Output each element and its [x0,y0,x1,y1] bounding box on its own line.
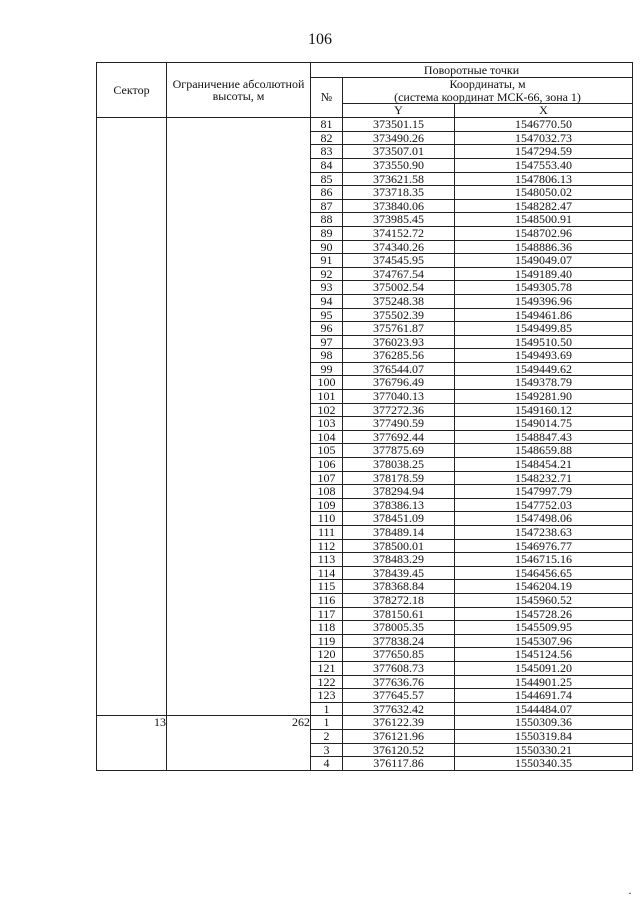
coordinate-y: 376122.39 [343,716,455,730]
scan-mark: · [628,886,632,900]
header-altitude-limit: Ограничение абсолютной высоты, м [167,63,311,118]
point-number: 119 [311,634,343,648]
coordinate-x: 1546715.16 [455,553,633,567]
coordinate-x: 1547752.03 [455,498,633,512]
point-number: 88 [311,213,343,227]
point-number: 103 [311,417,343,431]
point-number: 85 [311,172,343,186]
coordinate-x: 1550340.35 [455,757,633,771]
coordinate-x: 1550309.36 [455,716,633,730]
coordinate-x: 1547498.06 [455,512,633,526]
point-number: 102 [311,403,343,417]
sector-cell: 13 [97,716,167,770]
point-number: 91 [311,254,343,268]
coordinate-y: 376023.93 [343,335,455,349]
coordinate-y: 374152.72 [343,226,455,240]
header-number: № [311,78,343,118]
coordinate-x: 1547032.73 [455,131,633,145]
coordinate-x: 1547997.79 [455,485,633,499]
coordinate-y: 376796.49 [343,376,455,390]
point-number: 97 [311,335,343,349]
point-number: 107 [311,471,343,485]
point-number: 116 [311,593,343,607]
coordinate-y: 376285.56 [343,349,455,363]
coordinate-x: 1549014.75 [455,417,633,431]
coordinate-x: 1547553.40 [455,158,633,172]
coordinate-x: 1550330.21 [455,743,633,757]
point-number: 121 [311,661,343,675]
coordinate-x: 1549378.79 [455,376,633,390]
table-body [97,118,633,771]
coordinate-y: 373840.06 [343,199,455,213]
coordinate-x: 1545509.95 [455,621,633,635]
coordinate-x: 1545307.96 [455,634,633,648]
coordinate-y: 377272.36 [343,403,455,417]
coordinate-x: 1544901.25 [455,675,633,689]
coordinate-y: 377692.44 [343,430,455,444]
coordinate-x: 1549281.90 [455,390,633,404]
page-number: 106 [308,31,332,48]
point-number: 117 [311,607,343,621]
point-number: 2 [311,729,343,743]
coordinate-x: 1545960.52 [455,593,633,607]
point-number: 118 [311,621,343,635]
coordinate-x: 1549189.40 [455,267,633,281]
point-number: 82 [311,131,343,145]
header-turning-points: Поворотные точки [311,63,633,78]
coordinate-x: 1545728.26 [455,607,633,621]
coordinate-x: 1549396.96 [455,294,633,308]
coordinate-y: 377040.13 [343,390,455,404]
table-header [97,63,633,118]
coordinate-x: 1546770.50 [455,118,633,132]
coordinate-y: 373621.58 [343,172,455,186]
coordinate-x: 1544691.74 [455,689,633,703]
point-number: 90 [311,240,343,254]
coordinate-y: 373507.01 [343,145,455,159]
point-number: 101 [311,390,343,404]
point-number: 1 [311,716,343,730]
coordinate-y: 377632.42 [343,702,455,716]
coordinate-x: 1549449.62 [455,362,633,376]
coordinate-x: 1548454.21 [455,458,633,472]
coordinate-y: 375248.38 [343,294,455,308]
coordinates-table [96,62,633,771]
point-number: 89 [311,226,343,240]
coordinate-y: 378500.01 [343,539,455,553]
coordinate-y: 373718.35 [343,186,455,200]
coordinate-y: 378150.61 [343,607,455,621]
coordinate-y: 378368.84 [343,580,455,594]
coordinate-y: 378005.35 [343,621,455,635]
coordinate-y: 376121.96 [343,729,455,743]
sector-cell-continued [97,118,167,716]
coordinate-y: 377645.57 [343,689,455,703]
table-row [97,716,633,730]
coordinate-x: 1548232.71 [455,471,633,485]
point-number: 110 [311,512,343,526]
coordinate-x: 1548659.88 [455,444,633,458]
coordinate-x: 1544484.07 [455,702,633,716]
coordinate-x: 1549510.50 [455,335,633,349]
coordinate-x: 1548886.36 [455,240,633,254]
coordinate-y: 378483.29 [343,553,455,567]
coordinate-x: 1549461.86 [455,308,633,322]
header-coordinates-label: Координаты, м [449,77,526,91]
coordinate-x: 1546204.19 [455,580,633,594]
coordinate-y: 377875.69 [343,444,455,458]
coordinate-y: 376120.52 [343,743,455,757]
coordinate-y: 377608.73 [343,661,455,675]
header-y: Y [343,104,455,118]
point-number: 4 [311,757,343,771]
point-number: 111 [311,526,343,540]
coordinate-x: 1548702.96 [455,226,633,240]
coordinate-y: 373490.26 [343,131,455,145]
coordinate-x: 1548847.43 [455,430,633,444]
coordinate-x: 1547806.13 [455,172,633,186]
point-number: 81 [311,118,343,132]
coordinate-y: 377636.76 [343,675,455,689]
coordinate-x: 1545091.20 [455,661,633,675]
point-number: 3 [311,743,343,757]
coordinate-x: 1549499.85 [455,322,633,336]
coordinate-y: 377650.85 [343,648,455,662]
altitude-limit-cell-continued [167,118,311,716]
point-number: 106 [311,458,343,472]
coordinate-y: 378294.94 [343,485,455,499]
coordinate-y: 377490.59 [343,417,455,431]
coordinate-y: 378272.18 [343,593,455,607]
point-number: 83 [311,145,343,159]
point-number: 93 [311,281,343,295]
header-coordinate-system: (система координат МСК-66, зона 1) [394,89,581,104]
coordinate-x: 1548282.47 [455,199,633,213]
point-number: 120 [311,648,343,662]
coordinate-y: 374767.54 [343,267,455,281]
point-number: 98 [311,349,343,363]
point-number: 109 [311,498,343,512]
point-number: 84 [311,158,343,172]
point-number: 113 [311,553,343,567]
point-number: 92 [311,267,343,281]
coordinate-y: 374340.26 [343,240,455,254]
point-number: 108 [311,485,343,499]
coordinate-x: 1549160.12 [455,403,633,417]
point-number: 100 [311,376,343,390]
coordinate-y: 377838.24 [343,634,455,648]
coordinate-y: 378386.13 [343,498,455,512]
coordinate-x: 1550319.84 [455,729,633,743]
coordinate-y: 378451.09 [343,512,455,526]
table-row [97,118,633,132]
point-number: 115 [311,580,343,594]
point-number: 96 [311,322,343,336]
coordinate-x: 1548500.91 [455,213,633,227]
coordinate-y: 373985.45 [343,213,455,227]
coordinate-x: 1548050.02 [455,186,633,200]
point-number: 105 [311,444,343,458]
header-x: X [455,104,633,118]
header-sector: Сектор [97,63,167,118]
coordinate-y: 373501.15 [343,118,455,132]
coordinate-y: 378178.59 [343,471,455,485]
coordinate-x: 1547294.59 [455,145,633,159]
coordinate-y: 376117.86 [343,757,455,771]
coordinate-y: 375502.39 [343,308,455,322]
coordinate-x: 1546976.77 [455,539,633,553]
point-number: 122 [311,675,343,689]
coordinate-y: 378439.45 [343,566,455,580]
point-number: 87 [311,199,343,213]
coordinate-x: 1549305.78 [455,281,633,295]
coordinate-y: 375761.87 [343,322,455,336]
coordinate-y: 376544.07 [343,362,455,376]
coordinate-y: 375002.54 [343,281,455,295]
coordinate-x: 1549493.69 [455,349,633,363]
coordinate-y: 373550.90 [343,158,455,172]
point-number: 94 [311,294,343,308]
point-number: 86 [311,186,343,200]
coordinate-x: 1546456.65 [455,566,633,580]
coordinate-y: 378038.25 [343,458,455,472]
point-number: 1 [311,702,343,716]
point-number: 99 [311,362,343,376]
point-number: 95 [311,308,343,322]
header-coordinates [343,78,633,104]
coordinate-y: 374545.95 [343,254,455,268]
coordinate-y: 378489.14 [343,526,455,540]
point-number: 114 [311,566,343,580]
coordinate-x: 1549049.07 [455,254,633,268]
point-number: 112 [311,539,343,553]
coordinate-x: 1547238.63 [455,526,633,540]
altitude-limit-cell: 262 [167,716,311,770]
coordinate-x: 1545124.56 [455,648,633,662]
point-number: 104 [311,430,343,444]
point-number: 123 [311,689,343,703]
